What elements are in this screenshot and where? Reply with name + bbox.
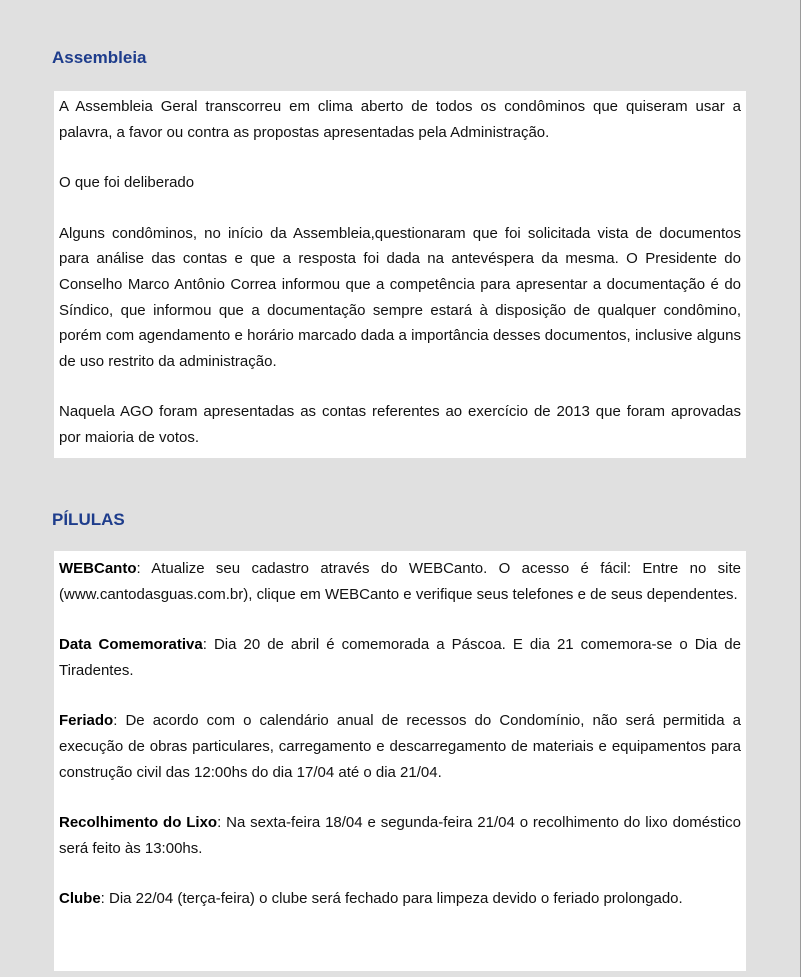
assembleia-paragraph-1: A Assembleia Geral transcorreu em clima aberto de todos os condôminos que quiseram usar a palavra, a favor ou contra as propostas apresentadas pela Administração. <box>59 98 741 141</box>
pilula-text-data-comemorativa: : Dia 20 de abril é comemorada a Páscoa. E dia 21 comemora-se o Dia de Tiradentes. <box>59 636 741 679</box>
assembleia-paragraph-3: Alguns condôminos, no início da Assembleia,questionaram que foi solicitada vista de documentos para análise das contas e que a resposta foi dada na antevéspera da mesma. O Presidente do Conselho Marco Antônio Correa informou que a competência para apresentar a documentação é do Síndico, que informou que a documentação sempre estará à disposição de qualquer condômino, porém com agendamento e horário marcado dada a importância desses documentos, inclusive alguns de uso restrito da administração. <box>59 224 741 370</box>
pilula-heading-recolhimento-lixo: Recolhimento do Lixo <box>59 814 218 832</box>
pilula-heading-data-comemorativa: Data Comemorativa <box>59 636 203 654</box>
pilula-heading-webcanto: WEBCanto <box>59 560 137 577</box>
pilula-item-clube <box>59 886 741 912</box>
pilulas-content-box <box>54 551 746 971</box>
pilula-text-feriado: : De acordo com o calendário anual de recessos do Condomínio, não será permitida a execução de obras particulares, carregamento e descarregamento de materiais e equipamentos para construção civil das 12:00hs do dia 17/04 até o dia 21/04. <box>59 712 741 781</box>
pilula-item-recolhimento-lixo <box>59 810 741 861</box>
assembleia-paragraph-4: Naquela AGO foram apresentadas as contas referentes ao exercício de 2013 que foram aprovadas por maioria de votos. <box>59 403 741 446</box>
pilula-item-webcanto <box>59 556 741 607</box>
section-title-assembleia: Assembleia <box>52 48 147 67</box>
assembleia-paragraph-2: O que foi deliberado <box>59 174 195 192</box>
pilula-text-recolhimento-lixo: : Na sexta-feira 18/04 e segunda-feira 21/04 o recolhimento do lixo doméstico será feito às 13:00hs. <box>59 814 741 857</box>
pilula-text-clube: : Dia 22/04 (terça-feira) o clube será fechado para limpeza devido o feriado prolongado. <box>100 890 683 908</box>
pilula-heading-feriado: Feriado <box>59 712 114 730</box>
pilula-text-webcanto: : Atualize seu cadastro através do WEBCanto. O acesso é fácil: Entre no site (www.cantodasguas.com.br), clique em WEBCanto e verifique seus telefones e de seus dependentes. <box>59 560 741 603</box>
assembleia-content-box <box>54 91 746 458</box>
pilula-item-data-comemorativa <box>59 632 741 683</box>
pilula-heading-clube: Clube <box>59 890 101 908</box>
pilula-item-feriado <box>59 708 741 785</box>
section-title-pilulas: PÍLULAS <box>52 510 125 529</box>
